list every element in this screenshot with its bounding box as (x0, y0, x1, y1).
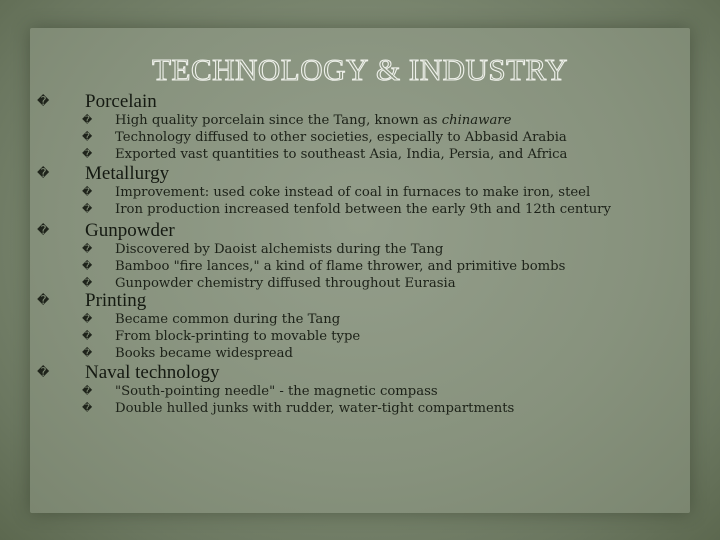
list-item-text (115, 113, 511, 128)
sub-bullet-icon: � (82, 403, 93, 414)
list-item-text-main: Books became widespread (115, 346, 293, 361)
sub-bullet-icon: � (82, 204, 93, 215)
sub-bullet-icon: � (82, 149, 93, 160)
sub-bullet-icon: � (82, 348, 93, 359)
list-item (0, 346, 720, 363)
list-item (0, 312, 720, 329)
sub-bullet-icon: � (82, 115, 93, 126)
list-item-text-main: Became common during the Tang (115, 312, 341, 327)
list-item-text (115, 384, 438, 399)
list-item (0, 329, 720, 346)
section-heading: Gunpowder (85, 220, 175, 241)
sub-bullet-icon: � (82, 187, 93, 198)
list-item-text-main: Exported vast quantities to southeast Asia, India, Persia, and Africa (115, 147, 568, 162)
sub-bullet-icon: � (82, 244, 93, 255)
section-heading: Naval technology (85, 362, 220, 383)
list-item-text (115, 130, 567, 145)
bullet-icon: � (37, 94, 50, 108)
slide-title: TECHNOLOGY & INDUSTRY (152, 52, 568, 87)
sub-bullet-icon: � (82, 331, 93, 342)
list-item-text (115, 401, 514, 416)
section-heading: Metallurgy (85, 163, 170, 184)
sub-bullet-icon: � (82, 132, 93, 143)
list-item (0, 259, 720, 276)
list-item-text-main: From block-printing to movable type (115, 329, 361, 344)
list-item (0, 113, 720, 130)
list-item-text (115, 242, 443, 257)
list-item-text (115, 185, 590, 200)
list-item-text-main: Technology diffused to other societies, especially to Abbasid Arabia (115, 130, 567, 145)
list-item (0, 147, 720, 164)
list-item-text (115, 202, 611, 217)
list-item-text-main: High quality porcelain since the Tang, known as (115, 113, 442, 128)
sub-bullet-icon: � (82, 278, 93, 289)
list-item-text-main: Double hulled junks with rudder, water-tight compartments (115, 401, 515, 416)
list-item-text-main: Improvement: used coke instead of coal in furnaces to make iron, steel (115, 185, 591, 200)
list-item-text (115, 346, 293, 361)
bullet-icon: � (37, 223, 50, 237)
sub-bullet-icon: � (82, 314, 93, 325)
list-item-text-main: "South-pointing needle" - the magnetic compass (115, 384, 438, 399)
sub-bullet-icon: � (82, 261, 93, 272)
list-item-text-emphasis: chinaware (441, 113, 512, 128)
list-item-text-main: Bamboo "fire lances," a kind of flame thrower, and primitive bombs (115, 259, 566, 274)
list-item-text (115, 259, 565, 274)
list-item-text (115, 147, 567, 162)
bullet-icon: � (37, 293, 50, 307)
section-heading: Printing (85, 290, 147, 311)
list-item-text (115, 276, 456, 291)
list-item (0, 185, 720, 202)
list-item-text-main: Discovered by Daoist alchemists during the Tang (115, 242, 444, 257)
bullet-icon: � (37, 365, 50, 379)
list-item-text-main: Iron production increased tenfold between the early 9th and 12th century (115, 202, 611, 217)
list-item (0, 202, 720, 219)
sub-bullet-icon: � (82, 386, 93, 397)
list-item-text (115, 329, 360, 344)
list-item-text-main: Gunpowder chemistry diffused throughout Eurasia (115, 276, 456, 291)
section-heading: Porcelain (85, 91, 157, 112)
bullet-icon: � (37, 166, 50, 180)
list-item (0, 242, 720, 259)
list-item (0, 384, 720, 401)
list-item-text (115, 312, 340, 327)
list-item (0, 401, 720, 418)
list-item (0, 130, 720, 147)
